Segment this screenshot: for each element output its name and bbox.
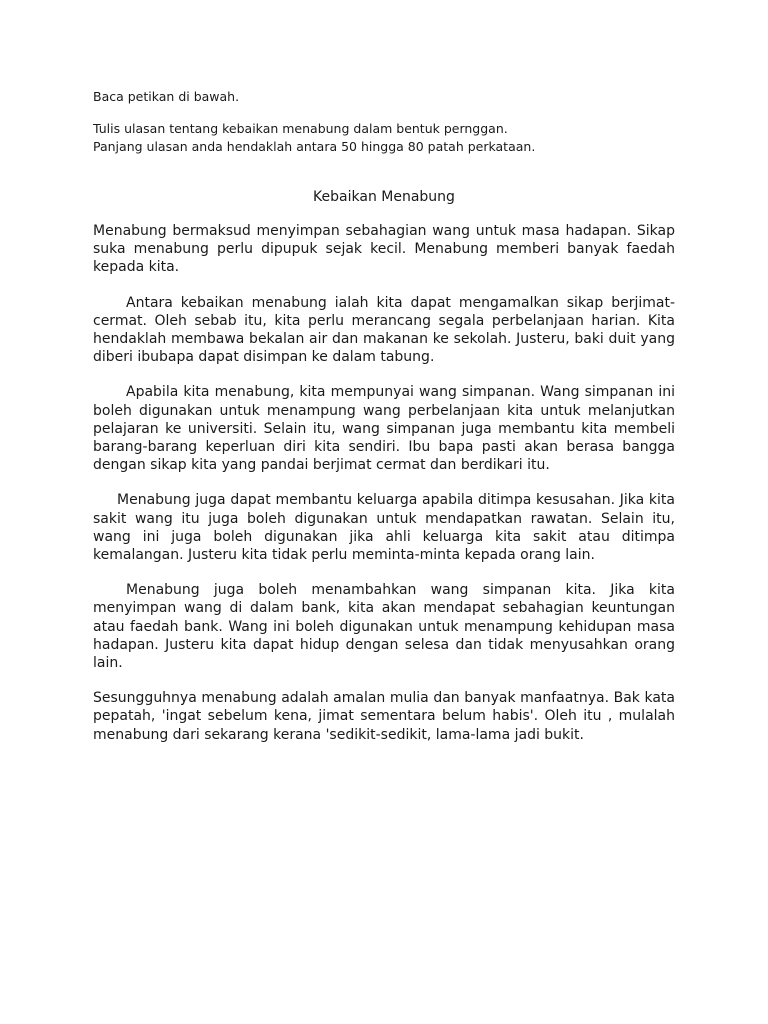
instruction-line-3: Panjang ulasan anda hendaklah antara 50 hingga 80 patah perkataan. bbox=[93, 139, 536, 154]
essay-paragraph-6: Sesungguhnya menabung adalah amalan mulia dan banyak manfaatnya. Bak kata pepatah, 'ingat sebelum kena, jimat sementara belum habis'. Oleh itu , mulalah menabung dari sekarang kerana 'sedikit-sedikit, lama-lama jadi bukit. bbox=[93, 690, 675, 743]
instruction-line-2: Tulis ulasan tentang kebaikan menabung dalam bentuk pernggan. bbox=[93, 121, 508, 136]
essay-paragraph-2: Antara kebaikan menabung ialah kita dapat mengamalkan sikap berjimat-cermat. Oleh sebab itu, kita perlu merancang segala perbelanjaan harian. Kita hendaklah membawa bekalan air dan makanan ke sekolah. Justeru, baki duit yang diberi ibubapa dapat disimpan ke dalam tabung. bbox=[93, 294, 675, 366]
instructions bbox=[93, 88, 683, 156]
essay-body bbox=[93, 222, 675, 761]
instruction-gap bbox=[93, 106, 683, 120]
instruction-line-1: Baca petikan di bawah. bbox=[93, 89, 240, 104]
essay-paragraph-4: Menabung juga dapat membantu keluarga apabila ditimpa kesusahan. Jika kita sakit wang itu juga boleh digunakan untuk mendapatkan rawatan. Selain itu, wang ini juga boleh digunakan jika ahli keluarga kita sakit atau ditimpa kemalangan. Justeru kita tidak perlu meminta-minta kepada orang lain. bbox=[93, 492, 675, 564]
essay-paragraph-3: Apabila kita menabung, kita mempunyai wang simpanan. Wang simpanan ini boleh digunakan untuk menampung wang perbelanjaan kita untuk melanjutkan pelajaran ke universiti. Selain itu, wang simpanan juga membantu kita membeli barang-barang keperluan diri kita sendiri. Ibu bapa pasti akan berasa bangga dengan sikap kita yang pandai berjimat cermat dan berdikari itu. bbox=[93, 384, 675, 474]
essay-title: Kebaikan Menabung bbox=[313, 189, 455, 205]
essay-paragraph-5: Menabung juga boleh menambahkan wang simpanan kita. Jika kita menyimpan wang di dalam bank, kita akan mendapat sebahagian keuntungan atau faedah bank. Wang ini boleh digunakan untuk menampung kehidupan masa hadapan. Justeru kita dapat hidup dengan selesa dan tidak menyusahkan orang lain. bbox=[93, 582, 675, 672]
essay-paragraph-1: Menabung bermaksud menyimpan sebahagian wang untuk masa hadapan. Sikap suka menabung perlu dipupuk sejak kecil. Menabung memberi banyak faedah kepada kita. bbox=[93, 223, 675, 276]
